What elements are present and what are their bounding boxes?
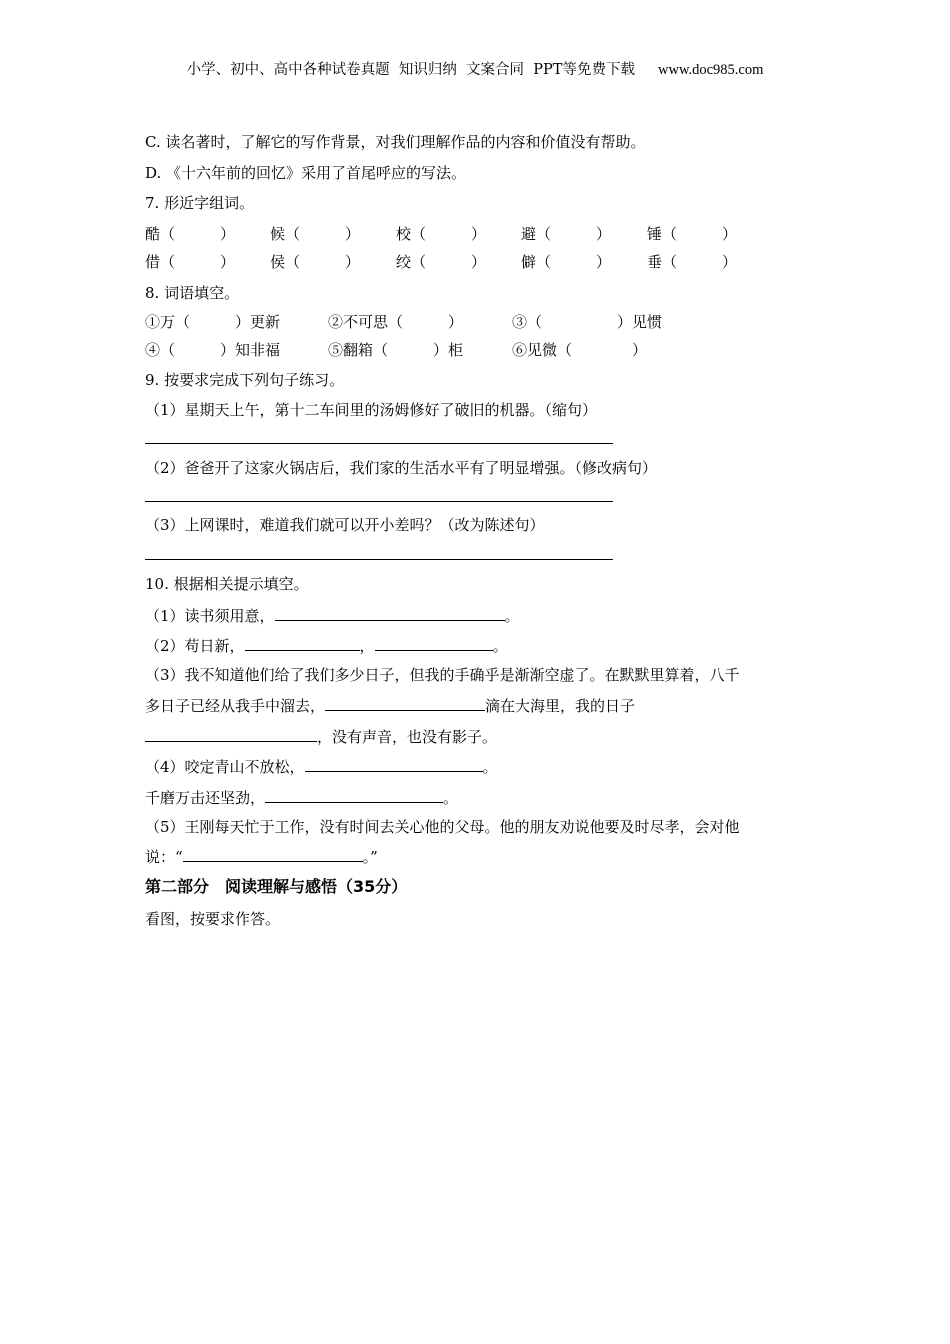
q10-text: 多日子已经从我手中溜去， bbox=[145, 697, 326, 715]
q7-item: 候（ ） bbox=[270, 225, 361, 243]
q8-item: ①万（ ）更新 bbox=[145, 313, 281, 331]
q8-item: ⑥见微（ ） bbox=[512, 341, 648, 359]
q10-text: 。 bbox=[504, 607, 520, 625]
page-header bbox=[0, 58, 950, 79]
q10-item-3-line3 bbox=[145, 727, 497, 746]
answer-line[interactable] bbox=[145, 559, 613, 560]
q10-title: 10. 根据相关提示填空。 bbox=[145, 575, 309, 593]
q8-item: ②不可思（ ） bbox=[328, 313, 464, 331]
fill-blank[interactable] bbox=[183, 847, 363, 862]
q7-title: 7. 形近字组词。 bbox=[145, 194, 255, 212]
header-text: 小学、初中、高中各种试卷真题 知识归纳 文案合同 PPT等免费下载 bbox=[186, 62, 635, 78]
q10-text: 。 bbox=[443, 789, 459, 807]
q7-item: 锤（ ） bbox=[647, 225, 738, 243]
q8-title: 8. 词语填空。 bbox=[145, 284, 240, 302]
q9-sentence-2: （2）爸爸开了这家火锅店后，我们家的生活水平有了明显增强。（修改病句） bbox=[145, 459, 658, 477]
q7-item: 借（ ） bbox=[145, 253, 236, 271]
q10-text: （4）咬定青山不放松， bbox=[145, 758, 305, 776]
part2-title: 第二部分 阅读理解与感悟（35分） bbox=[145, 877, 408, 896]
fill-blank[interactable] bbox=[375, 636, 493, 651]
fill-blank[interactable] bbox=[305, 757, 483, 772]
q10-item-5-line2 bbox=[145, 847, 378, 866]
q10-text: 说：“ bbox=[145, 848, 183, 866]
q10-text: 千磨万击还坚劲， bbox=[145, 789, 266, 807]
q10-item-4 bbox=[145, 757, 498, 776]
header-url[interactable]: www.doc985.com bbox=[658, 62, 764, 78]
q8-item: ④（ ）知非福 bbox=[145, 341, 281, 359]
q10-item-1 bbox=[145, 606, 520, 625]
q10-text: 。” bbox=[362, 848, 378, 866]
q6-option-c: C. 读名著时，了解它的写作背景，对我们理解作品的内容和价值没有帮助。 bbox=[145, 133, 646, 151]
fill-blank[interactable] bbox=[245, 636, 360, 651]
q9-sentence-1: （1）星期天上午，第十二车间里的汤姆修好了破旧的机器。（缩句） bbox=[145, 401, 598, 419]
part2-instruction: 看图，按要求作答。 bbox=[145, 910, 281, 928]
q10-text: ， bbox=[359, 637, 375, 655]
q8-item: ⑤翻箱（ ）柜 bbox=[328, 341, 464, 359]
q7-item: 绞（ ） bbox=[396, 253, 487, 271]
q10-item-3-line2 bbox=[145, 696, 635, 715]
q7-item: 校（ ） bbox=[396, 225, 487, 243]
answer-line[interactable] bbox=[145, 443, 613, 444]
q10-text: 。 bbox=[482, 758, 498, 776]
q10-item-2 bbox=[145, 636, 508, 655]
q7-item: 僻（ ） bbox=[521, 253, 612, 271]
q9-title: 9. 按要求完成下列句子练习。 bbox=[145, 371, 345, 389]
q10-text: 。 bbox=[492, 637, 508, 655]
q10-item-3-line1: （3）我不知道他们给了我们多少日子，但我的手确乎是渐渐空虚了。在默默里算着，八千 bbox=[145, 666, 740, 684]
answer-line[interactable] bbox=[145, 501, 613, 502]
q10-text: ，没有声音，也没有影子。 bbox=[317, 728, 498, 746]
fill-blank[interactable] bbox=[275, 606, 505, 621]
q6-option-d: D. 《十六年前的回忆》采用了首尾呼应的写法。 bbox=[145, 164, 467, 182]
q10-item-4b bbox=[145, 788, 458, 807]
q7-item: 侯（ ） bbox=[270, 253, 361, 271]
q10-text: （2）苟日新， bbox=[145, 637, 245, 655]
q9-sentence-3: （3）上网课时，难道我们就可以开小差吗？（改为陈述句） bbox=[145, 516, 545, 534]
q10-text: （1）读书须用意， bbox=[145, 607, 275, 625]
q10-text: 滴在大海里，我的日子 bbox=[485, 697, 636, 715]
q7-item: 垂（ ） bbox=[647, 253, 738, 271]
q7-item: 酷（ ） bbox=[145, 225, 236, 243]
fill-blank[interactable] bbox=[145, 727, 317, 742]
q7-item: 避（ ） bbox=[521, 225, 612, 243]
fill-blank[interactable] bbox=[325, 696, 485, 711]
q8-item: ③（ ）见惯 bbox=[512, 313, 663, 331]
fill-blank[interactable] bbox=[265, 788, 443, 803]
q10-item-5-line1: （5）王刚每天忙于工作，没有时间去关心他的父母。他的朋友劝说他要及时尽孝，会对他 bbox=[145, 818, 740, 836]
